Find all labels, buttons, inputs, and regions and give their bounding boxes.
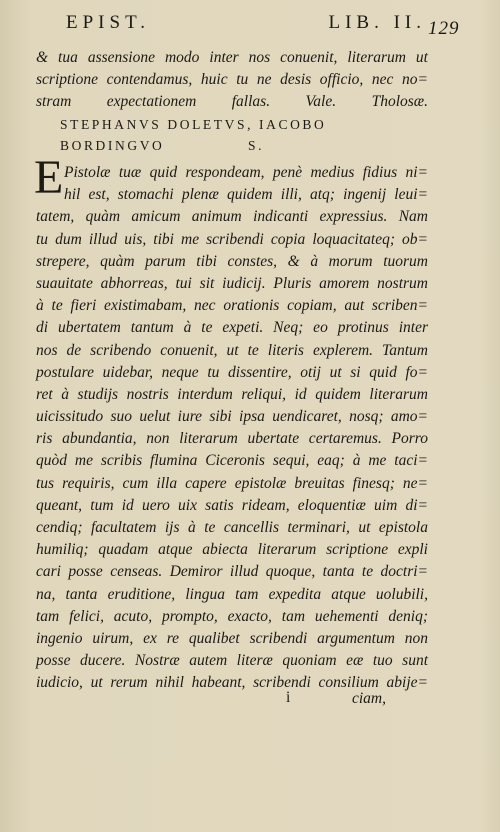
text-line: na, tanta eruditione, lingua tam expedita atque uolubili, [36, 585, 428, 603]
text-line: queant, tum id uero uix satis rideam, eloquentiæ uim di= [36, 496, 428, 514]
running-head [66, 12, 426, 34]
text-line: tus requiris, cum illa capere epistolæ breuitas finesq; ne= [36, 474, 428, 492]
text-line: & tua assensione modo inter nos conuenit, literarum ut [36, 49, 428, 66]
running-head-left: EPIST. [66, 12, 151, 33]
page-number: 129 [428, 18, 460, 39]
text-line: tam felici, acuto, prompto, exacto, tam uehementi deniq; [36, 607, 428, 625]
text-line: uicissitudo suo uelut iure sibi ipsa uendicaret, nosq; amo= [36, 408, 428, 426]
heading-salutation: S. [248, 138, 265, 153]
text-line: iudicio, ut rerum nihil habeant, scribendi consilium abije= [36, 674, 428, 692]
letter-body [36, 162, 428, 695]
text-line: ret à studijs nostris interdum reliqui, id quidem literarum [36, 385, 428, 403]
signature-mark: i [286, 689, 291, 706]
text-line: ris abundantia, non literarum ubertate certaremus. Porro [36, 430, 428, 448]
text-line: Pistolæ tuæ quid respondeam, penè medius fidius ni= [64, 164, 428, 181]
text-line: tatem, quàm amicum animum indicanti expressius. Nam [36, 208, 428, 226]
text-line: ingenio uirum, ex re qualibet scribendi argumentum non [36, 629, 428, 647]
text-line: posse ducere. Nostræ autem literæ quoniam eæ tuo sunt [36, 652, 428, 670]
heading-recipient: BORDINGVO [60, 138, 165, 153]
text-line: scriptione contendamus, huic tu ne desis officio, nec no= [36, 71, 428, 89]
text-line: humiliq; quadam atque abiecta literarum scriptione expli [36, 541, 428, 559]
letter-heading-line-2 [60, 138, 420, 154]
text-line: quòd me scribis flumina Ciceronis sequi, eaq; à me taci= [36, 452, 428, 470]
text-line: di ubertatem tantum à te expeti. Neq; eo protinus inter [36, 319, 428, 337]
text-line: suauitate abhorreas, tui sit iudicij. Pluris amorem nostrum [36, 274, 428, 292]
text-line: cari posse censeas. Demiror illud quoque, tanta te doctri= [36, 563, 428, 581]
text-line: à te fieri existimabam, nec orationis copiam, aut scriben= [36, 297, 428, 315]
previous-letter-ending [36, 47, 428, 114]
letter-heading-line-1: STEPHANVS DOLETVS, IACOBO [60, 117, 327, 132]
text-line: postulare uidebar, neque tu dissentire, otij ut si quid fo= [36, 363, 428, 381]
catchword: ciam, [352, 690, 387, 707]
text-line: stram expectationem fallas. Vale. Tholosæ. [36, 93, 428, 111]
text-line: nos de scribendo conuenit, ut te literis explerem. Tantum [36, 341, 428, 359]
text-line: strepere, quàm parum tibi constes, & à morum tuorum [36, 252, 428, 270]
text-line: tu dum illud uis, tibi me scribendi copia loquacitateq; ob= [36, 230, 428, 248]
text-line: hil est, stomachi plenæ quidem illi, atq; ingenij leui= [64, 186, 428, 204]
running-head-middle: LIB. II. [328, 12, 426, 33]
drop-cap-initial: E [34, 151, 64, 204]
text-line: cendiq; facultatem ijs à te cancellis terminari, ut epistola [36, 519, 428, 536]
